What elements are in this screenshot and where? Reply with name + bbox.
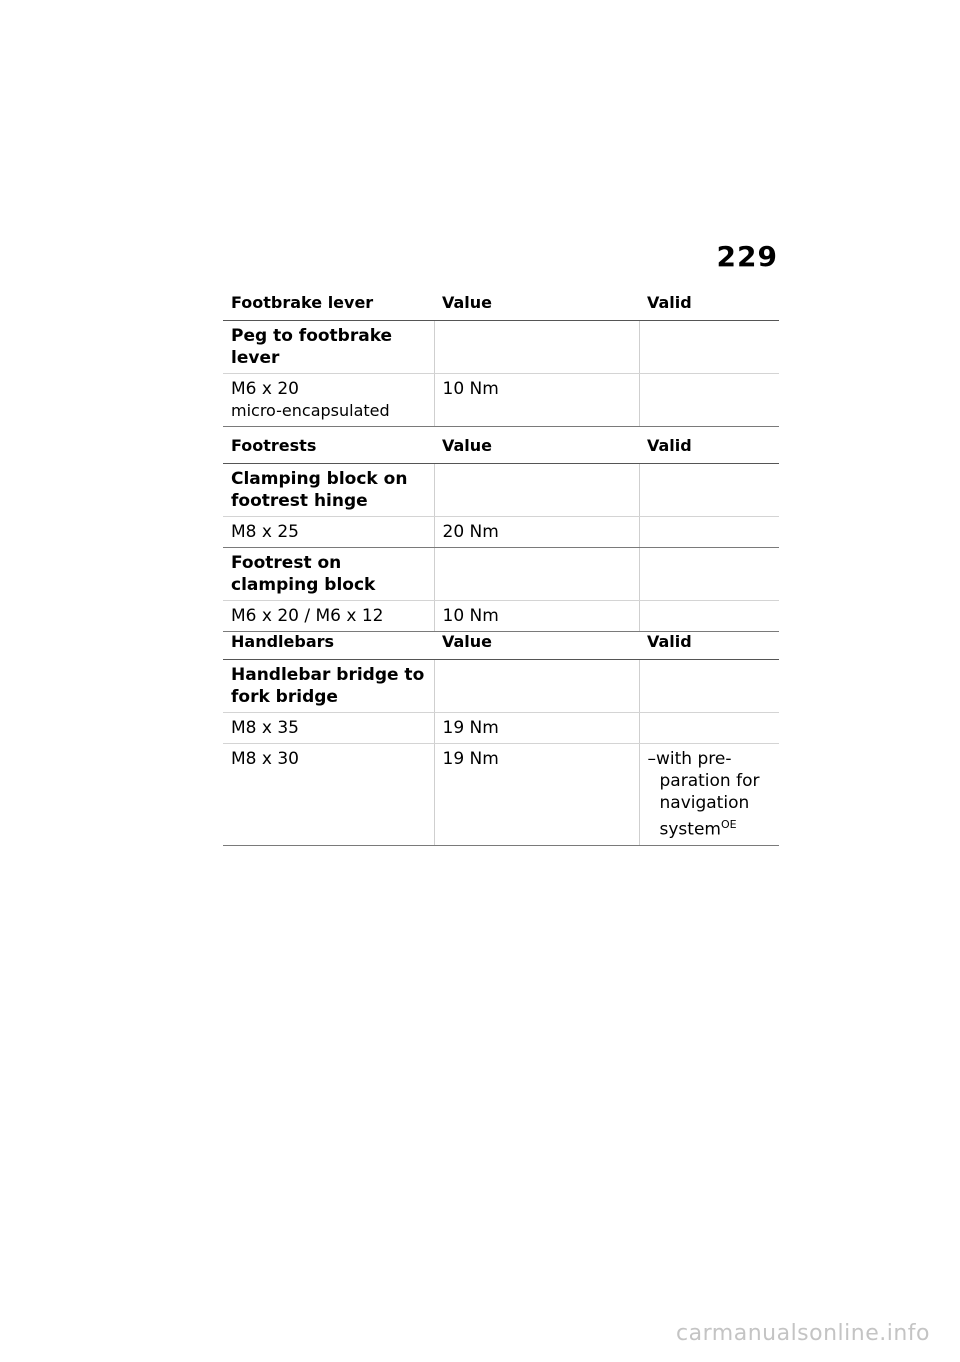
item-cell: Footrest on clamping block [223, 548, 434, 601]
value-cell: 19 Nm [434, 744, 639, 846]
table-row [223, 744, 779, 846]
column-header-item: Footbrake lever [223, 286, 434, 321]
column-header-valid: Valid [639, 625, 779, 660]
page-number: 229 [716, 240, 778, 273]
footrests-table [223, 429, 779, 632]
item-cell: M8 x 35 [223, 713, 434, 744]
table-row [223, 548, 779, 601]
item-cell [223, 374, 434, 427]
item-cell: M6 x 20 / M6 x 12 [223, 601, 434, 632]
item-cell: M8 x 30 [223, 744, 434, 846]
table-header-row [223, 286, 779, 321]
column-header-value: Value [434, 286, 639, 321]
valid-cell [639, 548, 779, 601]
value-cell [434, 321, 639, 374]
value-cell [434, 660, 639, 713]
table-header-row [223, 429, 779, 464]
table-row [223, 374, 779, 427]
valid-cell [639, 321, 779, 374]
column-header-item: Footrests [223, 429, 434, 464]
valid-cell [639, 374, 779, 427]
item-cell: M8 x 25 [223, 517, 434, 548]
item-cell: Handlebar bridge to fork bridge [223, 660, 434, 713]
valid-cell [639, 744, 779, 846]
table-row [223, 713, 779, 744]
value-cell [434, 464, 639, 517]
footbrake-lever-table [223, 286, 779, 427]
valid-cell [639, 464, 779, 517]
table-row [223, 517, 779, 548]
handlebars-table [223, 625, 779, 846]
item-text: M6 x 20 [231, 379, 299, 399]
watermark: carmanualsonline.info [676, 1321, 930, 1346]
valid-cell [639, 713, 779, 744]
value-cell [434, 548, 639, 601]
oe-superscript: OE [720, 818, 737, 831]
item-cell: Peg to footbrake lever [223, 321, 434, 374]
value-cell: 10 Nm [434, 601, 639, 632]
item-subtext: micro-encapsulated [231, 401, 390, 420]
item-cell: Clamping block on footrest hinge [223, 464, 434, 517]
value-cell: 10 Nm [434, 374, 639, 427]
table-row [223, 660, 779, 713]
table-header-row [223, 625, 779, 660]
valid-text: –with pre-paration for navigation system [647, 749, 760, 840]
column-header-item: Handlebars [223, 625, 434, 660]
column-header-value: Value [434, 625, 639, 660]
valid-cell [639, 660, 779, 713]
value-cell: 19 Nm [434, 713, 639, 744]
column-header-value: Value [434, 429, 639, 464]
column-header-valid: Valid [639, 286, 779, 321]
column-header-valid: Valid [639, 429, 779, 464]
table-row [223, 464, 779, 517]
value-cell: 20 Nm [434, 517, 639, 548]
table-row [223, 321, 779, 374]
valid-cell [639, 517, 779, 548]
